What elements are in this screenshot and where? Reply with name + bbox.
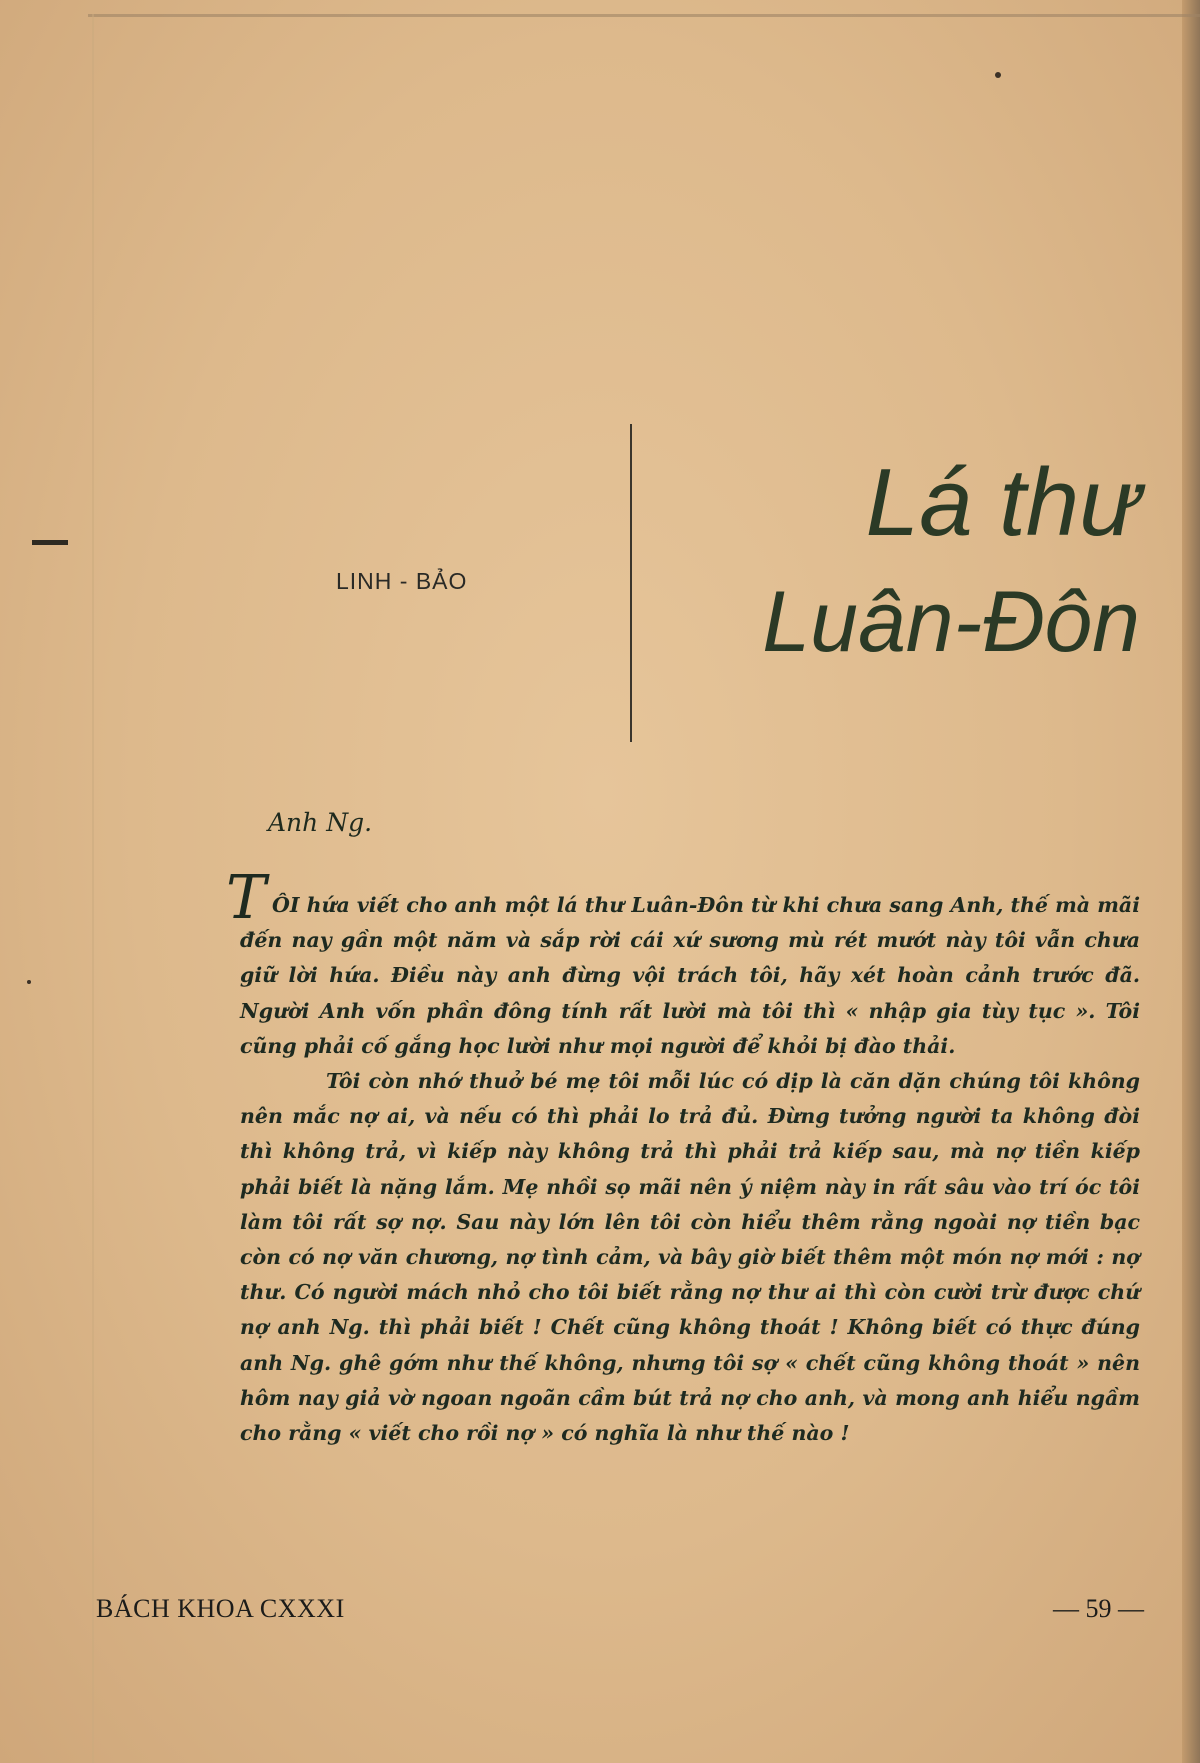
paragraph-1 [226, 863, 1140, 1064]
magazine-name: BÁCH KHOA CXXXI [96, 1594, 345, 1623]
page-margin-line [92, 14, 94, 1763]
ink-speck [27, 980, 31, 984]
letter-salutation: Anh Ng. [268, 808, 373, 837]
page-number: — 59 — [1053, 1594, 1144, 1623]
paragraph-2: Tôi còn nhớ thuở bé mẹ tôi mỗi lúc có dịp là căn dặn chúng tôi không nên mắc nợ ai, và nếu có thì phải lo trả đủ. Đừng tưởng người ta không đòi thì không trả, vì kiếp này không trả thì phải trả kiếp sau, mà nợ tiền kiếp phải biết là nặng lắm. Mẹ nhồi sọ mãi nên ý niệm này in rất sâu vào trí óc tôi làm tôi rất sợ nợ. Sau này lớn lên tôi còn hiểu thêm rằng ngoài nợ tiền bạc còn có nợ văn chương, nợ tình cảm, và bây giờ biết thêm một món nợ mới : nợ thư. Có người mách nhỏ cho tôi biết rằng nợ thư ai thì còn cười trừ được chứ nợ anh Ng. thì phải biết ! Chết cũng không thoát ! Không biết có thực đúng anh Ng. ghê gớm như thế không, nhưng tôi sợ « chết cũng không thoát » nên hôm nay giả vờ ngoan ngoãn cầm bút trả nợ cho anh, và mong anh hiểu ngầm cho rằng « viết cho rồi nợ » có nghĩa là như thế nào ! [240, 1069, 1140, 1446]
ink-speck [995, 72, 1001, 78]
drop-cap: T [226, 863, 267, 933]
article-title [640, 449, 1140, 670]
article-body [226, 863, 1140, 1451]
title-line-2: Luân-Đôn [762, 574, 1140, 670]
title-line-1: Lá thư [865, 449, 1140, 556]
author-name: LINH - BẢO [336, 568, 468, 594]
paragraph-1-text: ÔI hứa viết cho anh một lá thư Luân-Đôn từ khi chưa sang Anh, thế mà mãi đến nay gần một năm và sắp rời cái xứ sương mù rét mướt này tôi vẫn chưa giữ lời hứa. Điều này anh đừng vội trách tôi, hãy xét hoàn cảnh trước đã. Người Anh vốn phần đông tính rất lười mà tôi thì « nhập gia tùy tục ». Tôi cũng phải cố gắng học lười như mọi người để khỏi bị đào thải. [240, 893, 1140, 1058]
title-divider [630, 424, 632, 742]
page-edge-shadow [1182, 0, 1200, 1763]
margin-dash-mark [32, 540, 68, 545]
page-top-edge [88, 14, 1200, 17]
